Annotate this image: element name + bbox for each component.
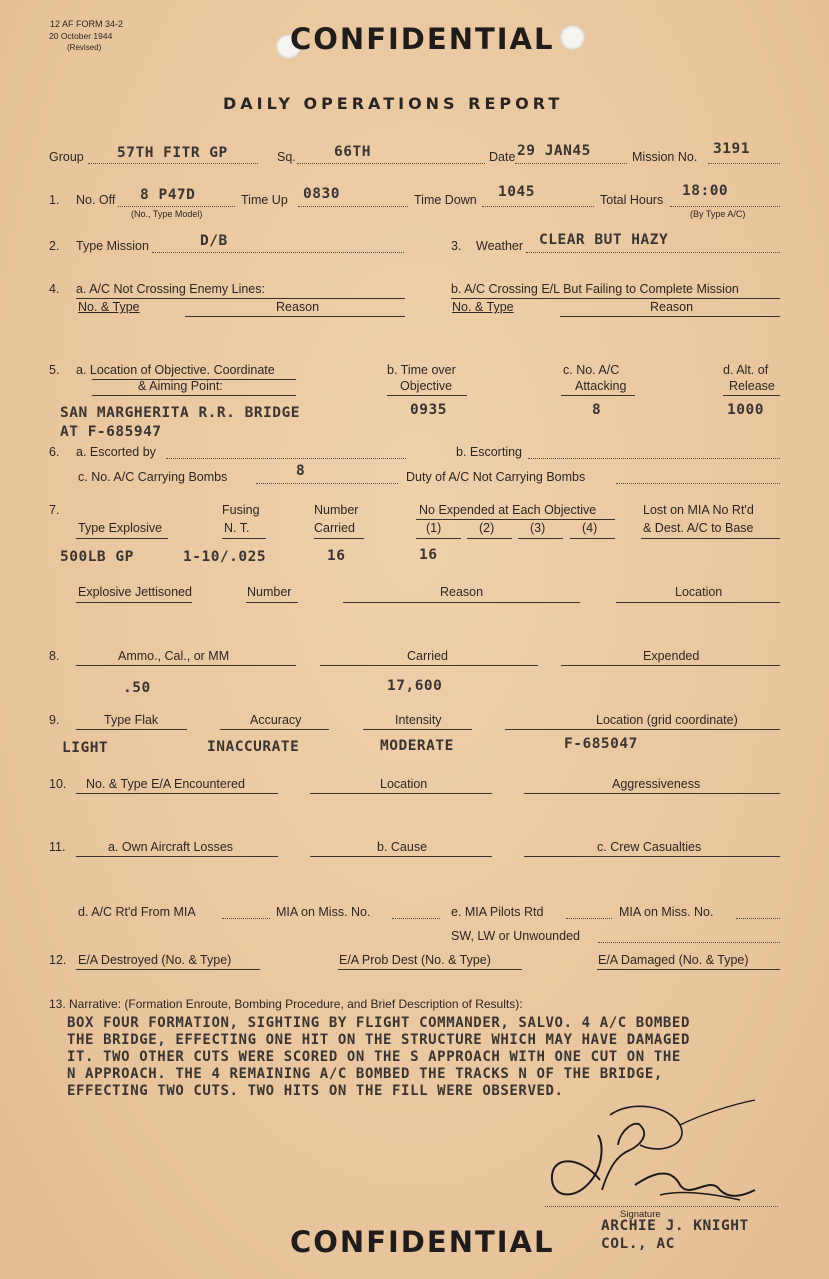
carrying-bombs-value: 8 [296,463,306,479]
date-value: 29 JAN45 [517,143,591,159]
narrative-line-2: THE BRIDGE, EFFECTING ONE HIT ON THE STRUCTURE WHICH MAY HAVE DAMAGED [67,1032,690,1048]
form-id-line1: 12 AF FORM 34-2 [50,19,124,29]
classification-top: CONFIDENTIAL [290,22,555,56]
total-hours-sub: (By Type A/C) [690,209,746,219]
type-explosive-label: Type Explosive [78,521,163,535]
objective-location-value2: AT F-685947 [60,424,162,440]
alt-release-label2: Release [729,379,775,393]
objective-3-label: (3) [530,521,546,535]
ea-prob-dest-label: E/A Prob Dest (No. & Type) [339,953,491,967]
classification-bottom: CONFIDENTIAL [290,1225,555,1259]
form-id-line2: 20 October 1944 [49,31,113,41]
section-8-number: 8. [49,649,60,663]
ammo-carried-value: 17,600 [387,678,443,694]
escorting-label: b. Escorting [456,445,523,459]
section-2-number: 2. [49,239,60,253]
jettisoned-location-label: Location [675,585,723,599]
flak-location-value: F-685047 [564,736,638,752]
sw-lw-unwounded-label: SW, LW or Unwounded [451,929,580,943]
no-off-sub: (No., Type Model) [131,209,203,219]
flak-accuracy-value: INACCURATE [207,739,300,755]
total-hours-label: Total Hours [600,193,664,207]
objective-2-label: (2) [479,521,495,535]
no-off-label: No. Off [76,193,116,207]
duty-not-carrying-label: Duty of A/C Not Carrying Bombs [406,470,586,484]
no-off-value: 8 P47D [140,187,196,203]
section-11-number: 11. [49,840,66,854]
number-carried-value: 16 [327,548,346,564]
section-6-number: 6. [49,445,60,459]
section-1-number: 1. [49,193,60,207]
own-losses-label: a. Own Aircraft Losses [108,840,234,854]
carrying-bombs-label: c. No. A/C Carrying Bombs [78,470,228,484]
group-label: Group [49,150,84,164]
objective-4-label: (4) [582,521,598,535]
flak-type-label: Type Flak [104,713,159,727]
flak-type-value: LIGHT [62,740,109,756]
not-crossing-no-type: No. & Type [78,300,140,314]
alt-release-value: 1000 [727,402,764,418]
sq-value: 66TH [334,144,371,160]
type-mission-value: D/B [200,233,228,249]
time-down-value: 1045 [498,184,535,200]
no-attacking-label2: Attacking [575,379,627,393]
narrative-line-4: N APPROACH. THE 4 REMAINING A/C BOMBED THE TRACKS N OF THE BRIDGE, [67,1066,663,1082]
not-crossing-reason: Reason [276,300,320,314]
narrative-label: 13. Narrative: (Formation Enroute, Bombing Procedure, and Brief Description of Results): [49,997,523,1011]
mission-value: 3191 [713,141,750,157]
section-5-number: 5. [49,363,60,377]
time-down-label: Time Down [414,193,477,207]
number-carried-label1: Number [314,503,359,517]
mia-miss-no-label-2: MIA on Miss. No. [619,905,714,919]
explosive-jettisoned-label: Explosive Jettisoned [78,585,192,599]
section-7-number: 7. [49,503,60,517]
flak-intensity-label: Intensity [395,713,442,727]
handwritten-signature [540,1095,770,1220]
crossing-failing-reason: Reason [650,300,694,314]
narrative-line-3: IT. TWO OTHER CUTS WERE SCORED ON THE S APPROACH WITH ONE CUT ON THE [67,1049,681,1065]
sq-label: Sq. [277,150,296,164]
punch-hole-right [560,25,585,50]
narrative-line-1: BOX FOUR FORMATION, SIGHTING BY FLIGHT COMMANDER, SALVO. 4 A/C BOMBED [67,1015,690,1031]
jettisoned-number-label: Number [247,585,292,599]
mia-miss-no-label: MIA on Miss. No. [276,905,371,919]
time-over-value: 0935 [410,402,447,418]
report-title: DAILY OPERATIONS REPORT [223,94,564,113]
ammo-expended-label: Expended [643,649,700,663]
signature-name: ARCHIE J. KNIGHT [601,1218,749,1234]
lost-mia-label2: & Dest. A/C to Base [643,521,754,535]
fusing-label1: Fusing [222,503,260,517]
number-carried-label2: Carried [314,521,355,535]
explosive-type-value: 500LB GP [60,549,134,565]
section-9-number: 9. [49,713,60,727]
no-attacking-label1: c. No. A/C [563,363,620,377]
ammo-value: .50 [123,680,151,696]
mia-pilots-rtd-label: e. MIA Pilots Rtd [451,905,544,919]
escorted-by-label: a. Escorted by [76,445,156,459]
ea-destroyed-label: E/A Destroyed (No. & Type) [78,953,232,967]
weather-label: Weather [476,239,524,253]
ea-aggressiveness-label: Aggressiveness [612,777,701,791]
crossing-failing-label: b. A/C Crossing E/L But Failing to Complete Mission [451,282,739,296]
objective-location-label1: a. Location of Objective. Coordinate [76,363,275,377]
group-value: 57TH FITR GP [117,145,228,161]
section-3-number: 3. [451,239,462,253]
crew-casualties-label: c. Crew Casualties [597,840,702,854]
weather-value: CLEAR BUT HAZY [539,232,669,248]
ammo-carried-label: Carried [407,649,448,663]
mission-label: Mission No. [632,150,698,164]
time-up-value: 0830 [303,186,340,202]
section-12-number: 12. [49,953,67,967]
jettisoned-reason-label: Reason [440,585,484,599]
flak-location-label: Location (grid coordinate) [596,713,738,727]
flak-intensity-value: MODERATE [380,738,454,754]
objective-1-label: (1) [426,521,442,535]
form-id-line3: (Revised) [67,43,102,52]
alt-release-label1: d. Alt. of [723,363,769,377]
ea-damaged-label: E/A Damaged (No. & Type) [598,953,749,967]
total-hours-value: 18:00 [682,183,729,199]
lost-mia-label1: Lost on MIA No Rt'd [643,503,754,517]
expended-each-objective-label: No Expended at Each Objective [419,503,597,517]
signature-label: Signature [620,1209,661,1220]
fusing-label2: N. T. [224,521,250,535]
time-over-label2: Objective [400,379,453,393]
expended-objective-1-value: 16 [419,547,438,563]
crossing-failing-no-type: No. & Type [452,300,514,314]
type-mission-label: Type Mission [76,239,149,253]
narrative-line-5: EFFECTING TWO CUTS. TWO HITS ON THE FILL WERE OBSERVED. [67,1083,564,1099]
section-4-number: 4. [49,282,60,296]
ea-location-label: Location [380,777,428,791]
section-10-number: 10. [49,777,67,791]
ammo-label: Ammo., Cal., or MM [118,649,230,663]
objective-location-label2: & Aiming Point: [138,379,223,393]
cause-label: b. Cause [377,840,428,854]
time-over-label1: b. Time over [387,363,456,377]
objective-location-value1: SAN MARGHERITA R.R. BRIDGE [60,405,300,421]
date-label: Date [489,150,516,164]
ea-encountered-label: No. & Type E/A Encountered [86,777,245,791]
not-crossing-label: a. A/C Not Crossing Enemy Lines: [76,282,265,296]
ac-rtd-mia-label: d. A/C Rt'd From MIA [78,905,196,919]
flak-accuracy-label: Accuracy [250,713,302,727]
fusing-value: 1-10/.025 [183,549,267,565]
time-up-label: Time Up [241,193,288,207]
no-attacking-value: 8 [592,402,602,418]
signature-rank: COL., AC [601,1236,675,1252]
